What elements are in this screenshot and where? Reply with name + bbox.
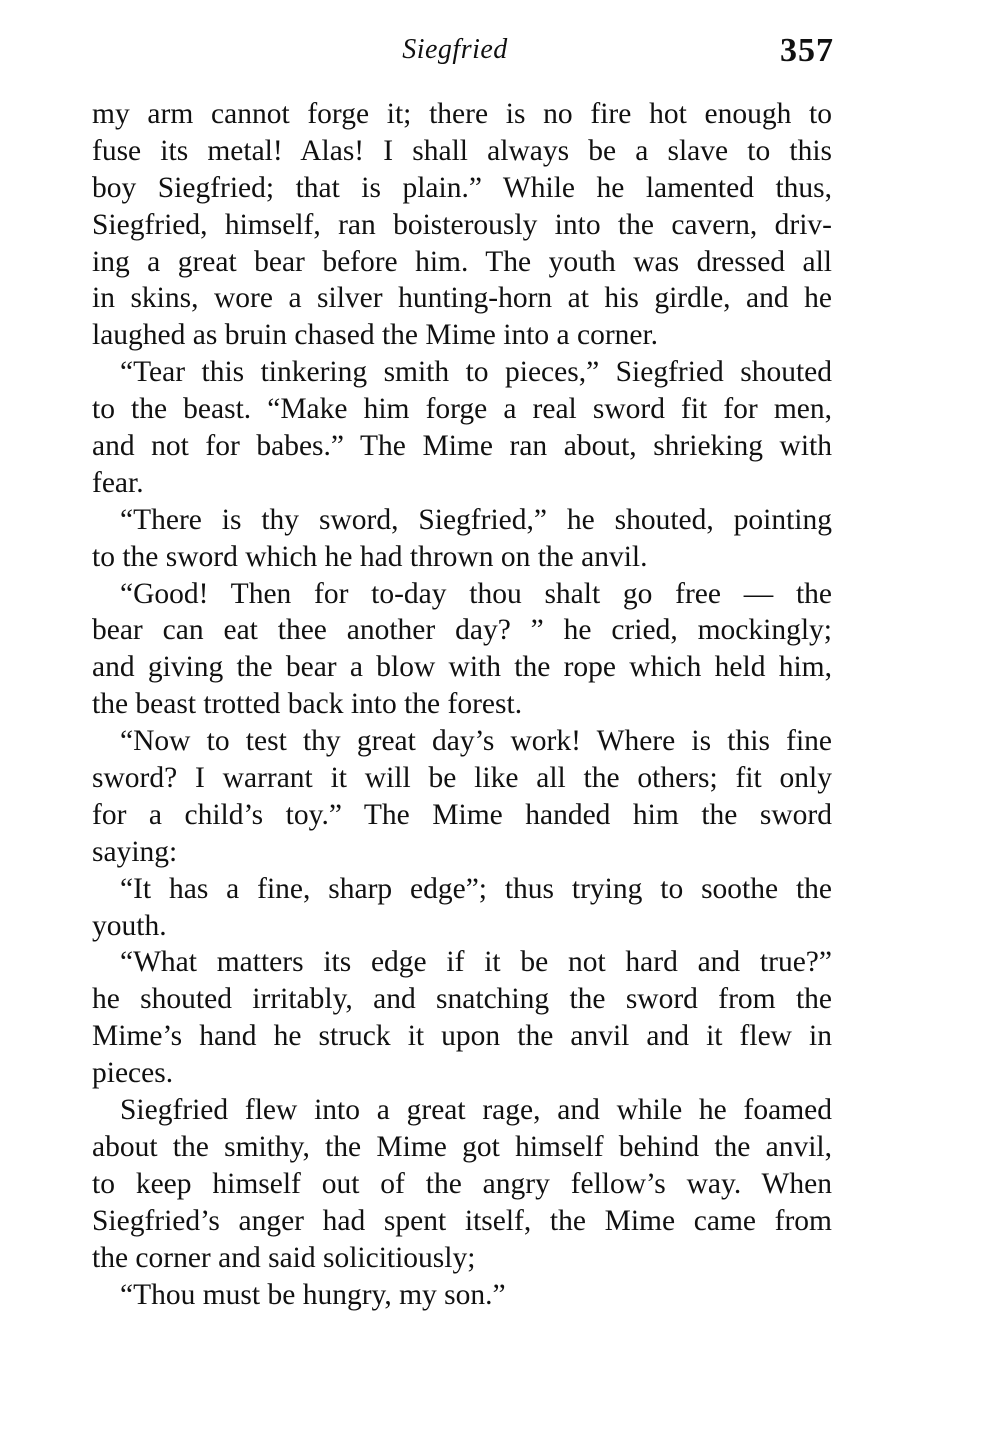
text-line: fuse its metal! Alas! I shall always be a slave to this <box>92 134 832 167</box>
text-line: laughed as bruin chased the Mime into a corner. <box>92 319 659 352</box>
text-line: for a child’s toy.” The Mime handed him the sword <box>92 798 832 831</box>
text-line: to the sword which he had thrown on the anvil. <box>92 540 648 573</box>
text-line: about the smithy, the Mime got himself behind the anvil, <box>92 1130 832 1163</box>
text-line: he shouted irritably, and snatching the sword from the <box>92 983 832 1016</box>
text-line: saying: <box>92 835 178 868</box>
text-line: the beast trotted back into the forest. <box>92 688 523 721</box>
text-line: “What matters its edge if it be not hard and true?” <box>120 946 832 979</box>
page-number: 357 <box>780 32 834 69</box>
text-line: Siegfried’s anger had spent itself, the Mime came from <box>92 1204 832 1237</box>
text-line: “Good! Then for to-day thou shalt go free — the <box>120 577 832 610</box>
text-line: and not for babes.” The Mime ran about, shrieking with <box>92 430 832 463</box>
text-line: bear can eat thee another day? ” he cried, mockingly; <box>92 614 832 647</box>
text-line: “There is thy sword, Siegfried,” he shouted, pointing <box>120 503 832 536</box>
text-line: my arm cannot forge it; there is no fire hot enough to <box>92 98 832 130</box>
text-line: Siegfried, himself, ran boisterously into the cavern, driv- <box>92 208 832 241</box>
text-line: fear. <box>92 466 144 499</box>
text-line: boy Siegfried; that is plain.” While he lamented thus, <box>92 171 832 204</box>
text-line: and giving the bear a blow with the rope which held him, <box>92 651 832 684</box>
text-line: in skins, wore a silver hunting-horn at his girdle, and he <box>92 282 832 315</box>
text-line: “Thou must be hungry, my son.” <box>120 1278 506 1311</box>
text-line: the corner and said solicitiously; <box>92 1241 476 1274</box>
text-line: ing a great bear before him. The youth was dressed all <box>92 245 832 278</box>
running-head <box>0 30 1000 80</box>
text-line: Siegfried flew into a great rage, and while he foamed <box>120 1094 832 1127</box>
text-line: youth. <box>92 909 167 942</box>
text-line: to the beast. “Make him forge a real sword fit for men, <box>92 393 832 426</box>
text-line: “It has a fine, sharp edge”; thus trying to soothe the <box>120 872 832 905</box>
body-text <box>92 96 832 1313</box>
text-line: “Tear this tinkering smith to pieces,” Siegfried shouted <box>120 356 832 389</box>
text-line: “Now to test thy great day’s work! Where is this fine <box>120 725 832 758</box>
text-line: Mime’s hand he struck it upon the anvil and it flew in <box>92 1020 832 1053</box>
text-line: to keep himself out of the angry fellow’s way. When <box>92 1167 832 1200</box>
text-line: sword? I warrant it will be like all the others; fit only <box>92 762 832 795</box>
text-line: pieces. <box>92 1057 174 1090</box>
running-title: Siegfried <box>402 34 508 65</box>
